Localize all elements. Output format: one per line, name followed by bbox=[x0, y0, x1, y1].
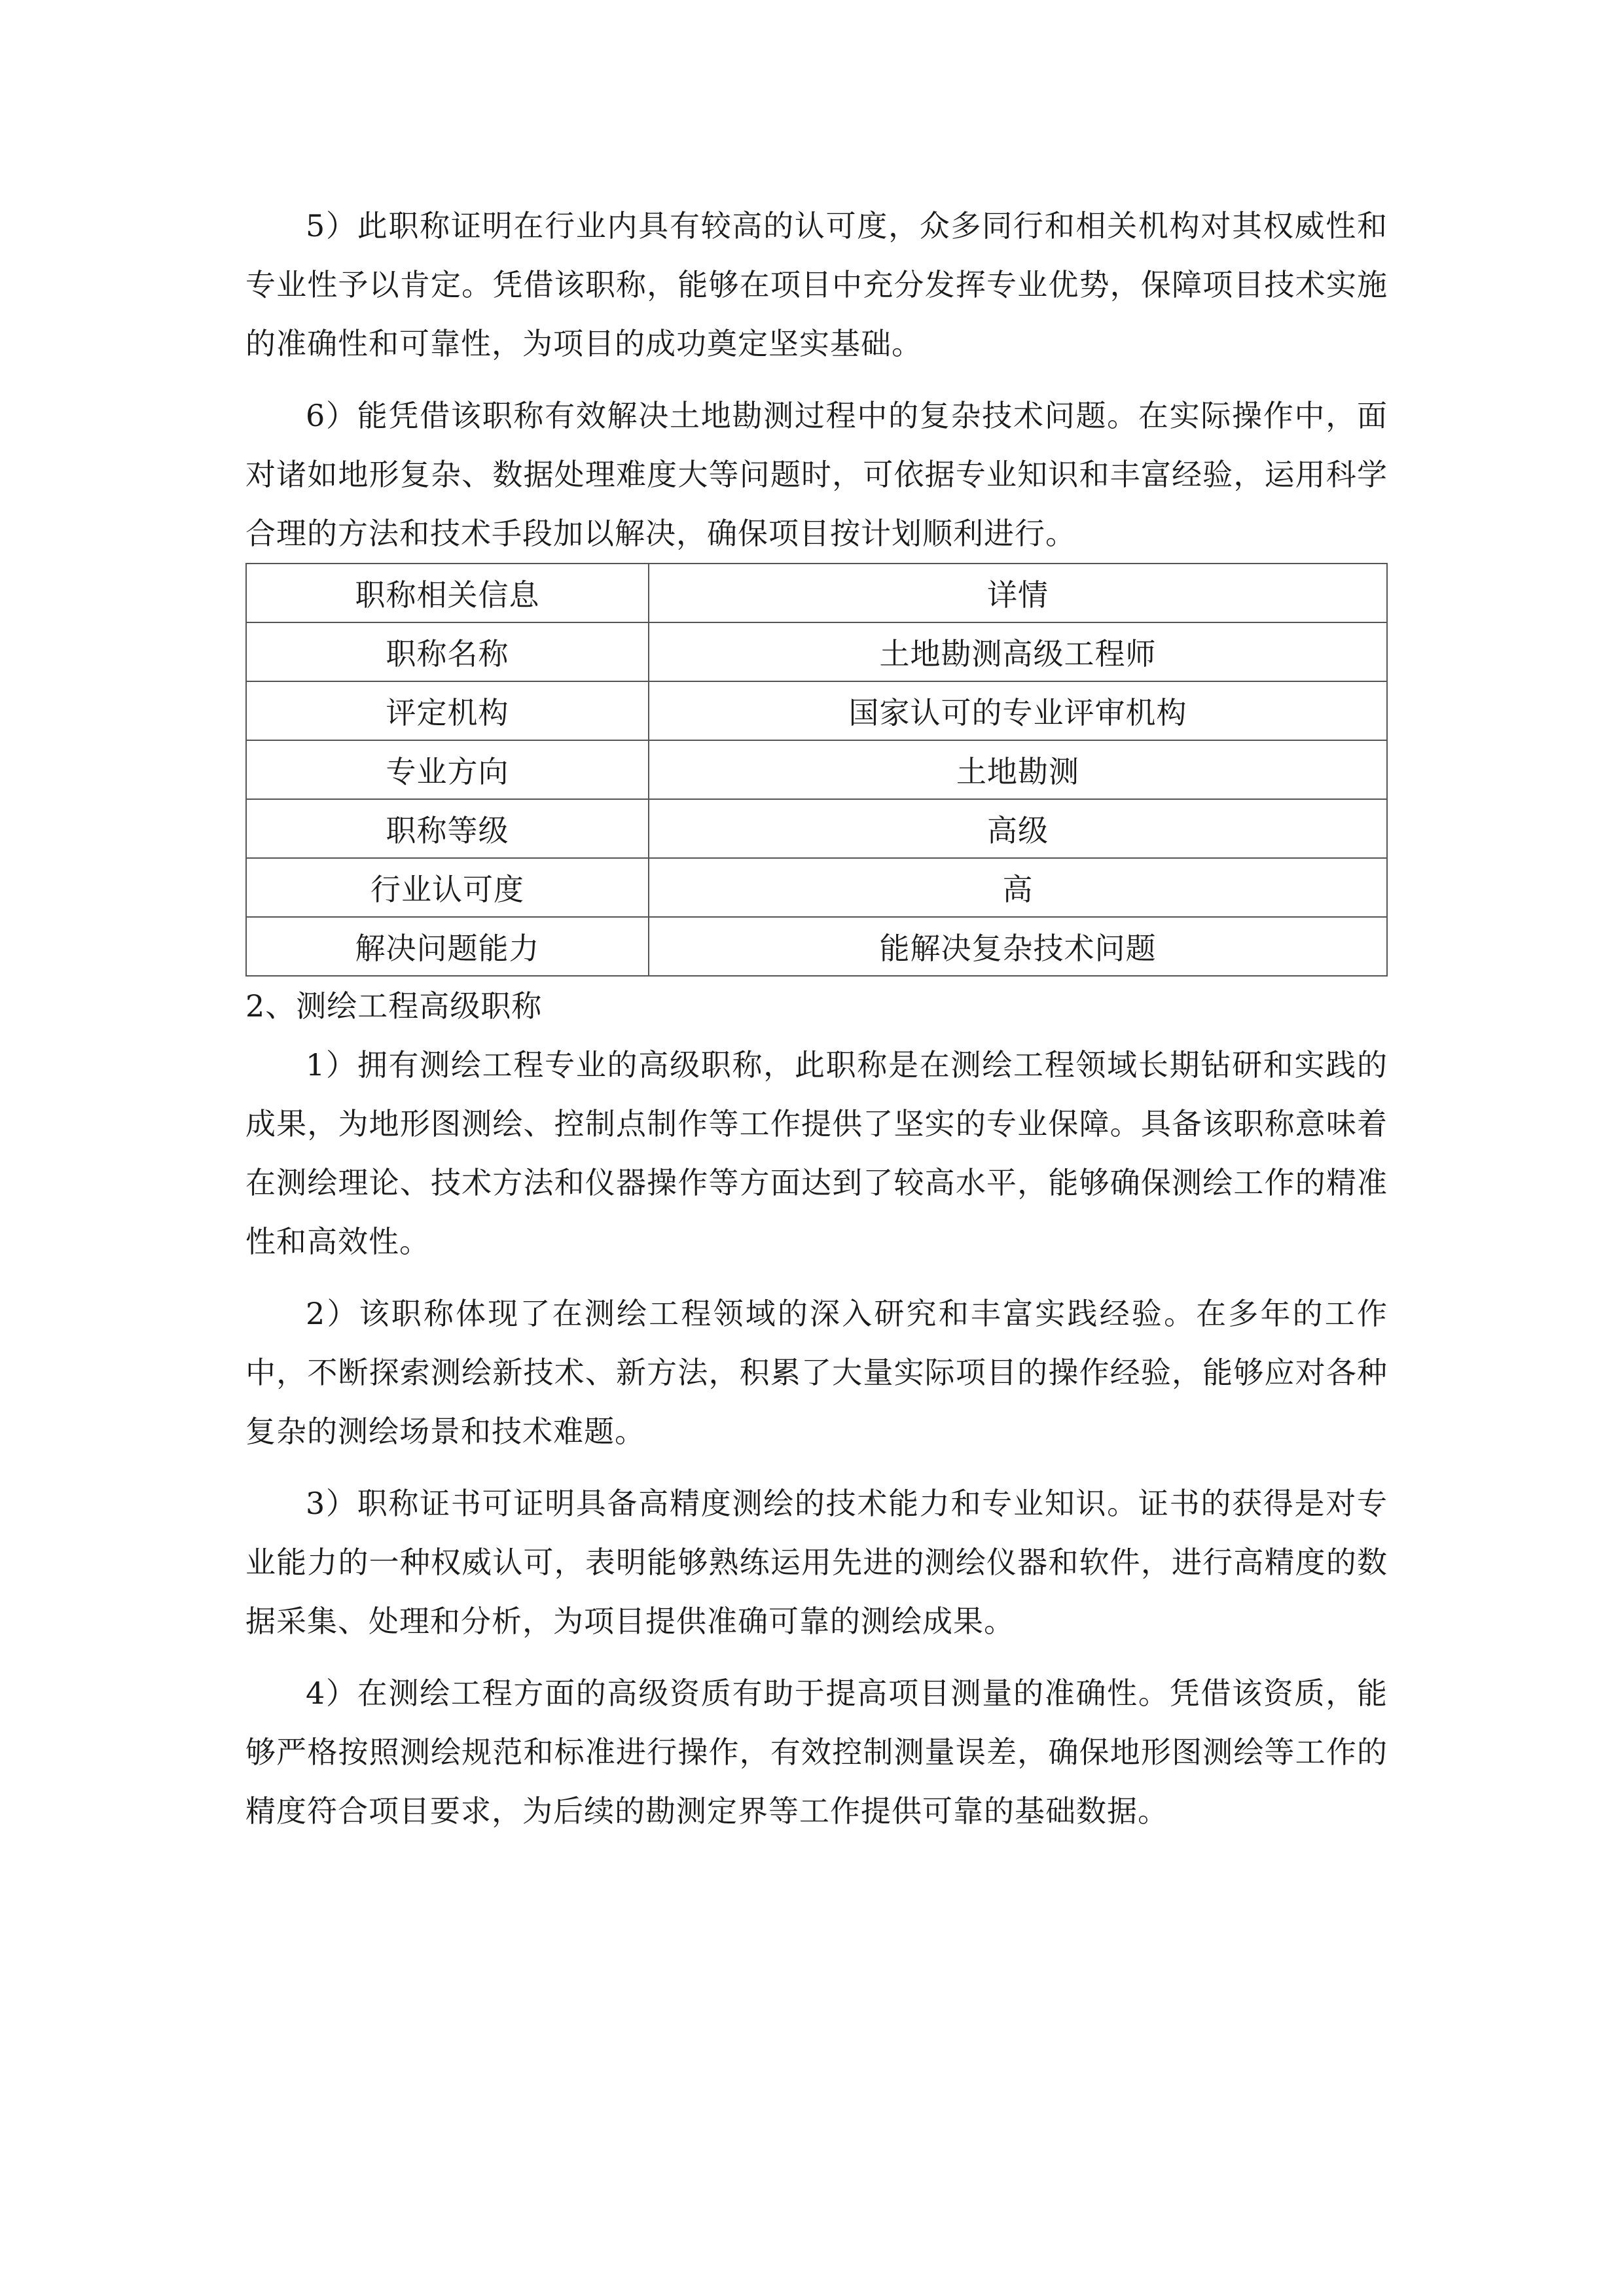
table-row bbox=[246, 681, 1387, 740]
table-row bbox=[246, 858, 1387, 917]
table-cell: 国家认可的专业评审机构 bbox=[649, 681, 1387, 740]
paragraph-3: 3）职称证书可证明具备高精度测绘的技术能力和专业知识。证书的获得是对专业能力的一种权威认可，表明能够熟练运用先进的测绘仪器和软件，进行高精度的数据采集、处理和分析，为项目提供准确可靠的测绘成果。 bbox=[245, 1486, 1388, 1639]
table-cell: 高 bbox=[649, 858, 1387, 917]
paragraph-5: 5）此职称证明在行业内具有较高的认可度，众多同行和相关机构对其权威性和专业性予以肯定。凭借该职称，能够在项目中充分发挥专业优势，保障项目技术实施的准确性和可靠性，为项目的成功奠定坚实基础。 bbox=[245, 208, 1388, 361]
table-header-cell: 职称相关信息 bbox=[246, 564, 649, 622]
table-row bbox=[246, 799, 1387, 858]
table-cell: 职称等级 bbox=[246, 799, 649, 858]
section-heading: 2、测绘工程高级职称 bbox=[245, 988, 543, 1024]
table-row bbox=[246, 622, 1387, 681]
table-cell: 土地勘测 bbox=[649, 740, 1387, 799]
table-cell: 职称名称 bbox=[246, 622, 649, 681]
paragraph-2: 2）该职称体现了在测绘工程领域的深入研究和丰富实践经验。在多年的工作中，不断探索测绘新技术、新方法，积累了大量实际项目的操作经验，能够应对各种复杂的测绘场景和技术难题。 bbox=[245, 1296, 1388, 1449]
paragraph-4: 4）在测绘工程方面的高级资质有助于提高项目测量的准确性。凭借该资质，能够严格按照测绘规范和标准进行操作，有效控制测量误差，确保地形图测绘等工作的精度符合项目要求，为后续的勘测定界等工作提供可靠的基础数据。 bbox=[245, 1676, 1388, 1829]
table-header-row bbox=[246, 564, 1387, 622]
table-cell: 解决问题能力 bbox=[246, 917, 649, 976]
qualification-table bbox=[245, 563, 1388, 977]
document-content bbox=[245, 196, 1388, 1854]
table-row bbox=[246, 917, 1387, 976]
table-cell: 能解决复杂技术问题 bbox=[649, 917, 1387, 976]
table-cell: 评定机构 bbox=[246, 681, 649, 740]
table-row bbox=[246, 740, 1387, 799]
table-cell: 高级 bbox=[649, 799, 1387, 858]
table-cell: 专业方向 bbox=[246, 740, 649, 799]
paragraph-1: 1）拥有测绘工程专业的高级职称，此职称是在测绘工程领域长期钻研和实践的成果，为地形图测绘、控制点制作等工作提供了坚实的专业保障。具备该职称意味着在测绘理论、技术方法和仪器操作等方面达到了较高水平，能够确保测绘工作的精准性和高效性。 bbox=[245, 1047, 1388, 1259]
table-cell: 行业认可度 bbox=[246, 858, 649, 917]
paragraph-6: 6）能凭借该职称有效解决土地勘测过程中的复杂技术问题。在实际操作中，面对诸如地形复杂、数据处理难度大等问题时，可依据专业知识和丰富经验，运用科学合理的方法和技术手段加以解决，确保项目按计划顺利进行。 bbox=[245, 398, 1388, 551]
table-cell: 土地勘测高级工程师 bbox=[649, 622, 1387, 681]
table-header-cell: 详情 bbox=[649, 564, 1387, 622]
